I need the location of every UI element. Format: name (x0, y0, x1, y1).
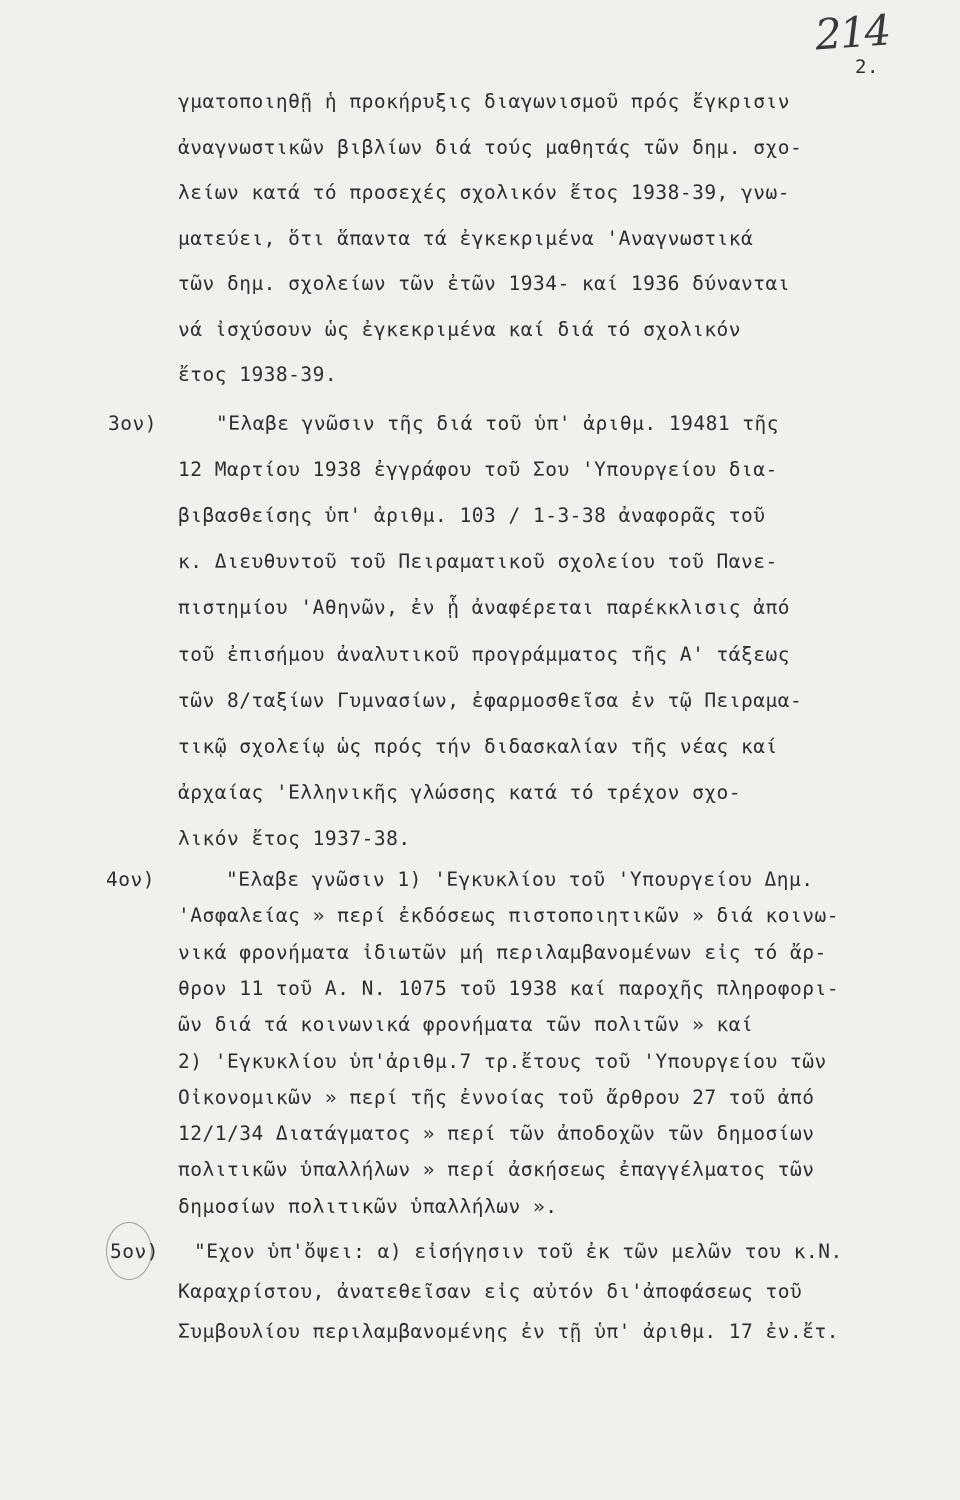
text-line: 'Ασφαλείας » περί ἐκδόσεως πιστοποιητικῶν » διά κοινω- (178, 904, 839, 928)
text-line: κ. Διευθυντοῦ τοῦ Πειραματικοῦ σχολείου τοῦ Πανε- (178, 550, 778, 574)
text-line: γματοποιηθῇ ἡ προκήρυξις διαγωνισμοῦ πρός ἔγκρισιν (178, 90, 790, 113)
text-line: θρον 11 τοῦ Α. Ν. 1075 τοῦ 1938 καί παροχῆς πληροφορι- (178, 976, 839, 1000)
text-line: Καραχρίστου, ἀνατεθεῖσαν εἰς αὐτόν δι'ἀποφάσεως τοῦ (178, 1280, 803, 1303)
text-line: ἔτος 1938-39. (178, 363, 338, 386)
text-line: δημοσίων πολιτικῶν ὑπαλλήλων ». (178, 1194, 558, 1218)
text-line: λικόν ἔτος 1937-38. (178, 826, 411, 850)
section-number: 5ον) (110, 1240, 159, 1263)
text-line: Οἰκονομικῶν » περί τῆς ἐννοίας τοῦ ἄρθρου 27 τοῦ ἀπό (178, 1085, 815, 1109)
text-line: πιστημίου 'Αθηνῶν, ἐν ᾗ ἀναφέρεται παρέκκλισις ἀπό (178, 596, 790, 620)
text-line: τῶν 8/ταξίων Γυμνασίων, ἐφαρμοσθεῖσα ἐν τῷ Πειραμα- (178, 688, 803, 712)
page-number: 2. (855, 56, 879, 78)
text-line: πολιτικῶν ὑπαλλήλων » περί ἀσκήσεως ἐπαγγέλματος τῶν (178, 1158, 815, 1182)
handwritten-folio-number: 214 (813, 5, 891, 60)
text-line: τοῦ ἐπισήμου ἀναλυτικοῦ προγράμματος τῆς Α' τάξεως (178, 642, 790, 666)
text-line: 12/1/34 Διατάγματος » περί τῶν ἀποδοχῶν τῶν δημοσίων (178, 1122, 815, 1146)
text-line: ἀναγνωστικῶν βιβλίων διά τούς μαθητάς τῶν δημ. σχο- (178, 135, 803, 159)
text-line: 12 Μαρτίου 1938 ἐγγράφου τοῦ Σου 'Υπουργείου δια- (178, 458, 778, 482)
text-line: νά ἰσχύσουν ὡς ἐγκεκριμένα καί διά τό σχολικόν (178, 317, 742, 341)
text-line: νικά φρονήματα ἰδιωτῶν μή περιλαμβανομένων εἰς τό ἄρ- (178, 940, 827, 964)
text-line: ῶν διά τά κοινωνικά φρονήματα τῶν πολιτῶν » καί (178, 1013, 754, 1037)
section-number: 3ον) (108, 412, 157, 435)
text-line: "Ελαβε γνῶσιν 1) 'Εγκυκλίου τοῦ 'Υπουργείου Δημ. (226, 868, 814, 891)
text-line: "Εχον ὑπ'ὄψει: α) εἰσήγησιν τοῦ ἐκ τῶν μελῶν του κ.Ν. (194, 1240, 843, 1263)
text-line: τῶν δημ. σχολείων τῶν ἐτῶν 1934- καί 1936 δύνανται (178, 272, 790, 295)
text-line: λείων κατά τό προσεχές σχολικόν ἔτος 1938-39, γνω- (178, 181, 790, 204)
section-number: 4ον) (106, 868, 155, 891)
text-line: "Ελαβε γνῶσιν τῆς διά τοῦ ὑπ' ἀριθμ. 19481 τῆς (216, 412, 780, 435)
text-line: ἀρχαίας 'Ελληνικῆς γλώσσης κατά τό τρέχον σχο- (178, 780, 742, 804)
text-line: ματεύει, ὅτι ἅπαντα τά ἐγκεκριμένα 'Αναγνωστικά (178, 226, 754, 250)
text-line: τικῷ σχολείῳ ὡς πρός τήν διδασκαλίαν τῆς νέας καί (178, 734, 778, 758)
text-line: βιβασθείσης ὑπ' ἀριθμ. 103 / 1-3-38 ἀναφορᾶς τοῦ (178, 504, 766, 528)
text-line: Συμβουλίου περιλαμβανομένης ἐν τῇ ὑπ' ἀριθμ. 17 ἐν.ἔτ. (178, 1320, 839, 1343)
text-line: 2) 'Εγκυκλίου ὑπ'ἀριθμ.7 τρ.ἔτους τοῦ 'Υπουργείου τῶν (178, 1049, 827, 1073)
